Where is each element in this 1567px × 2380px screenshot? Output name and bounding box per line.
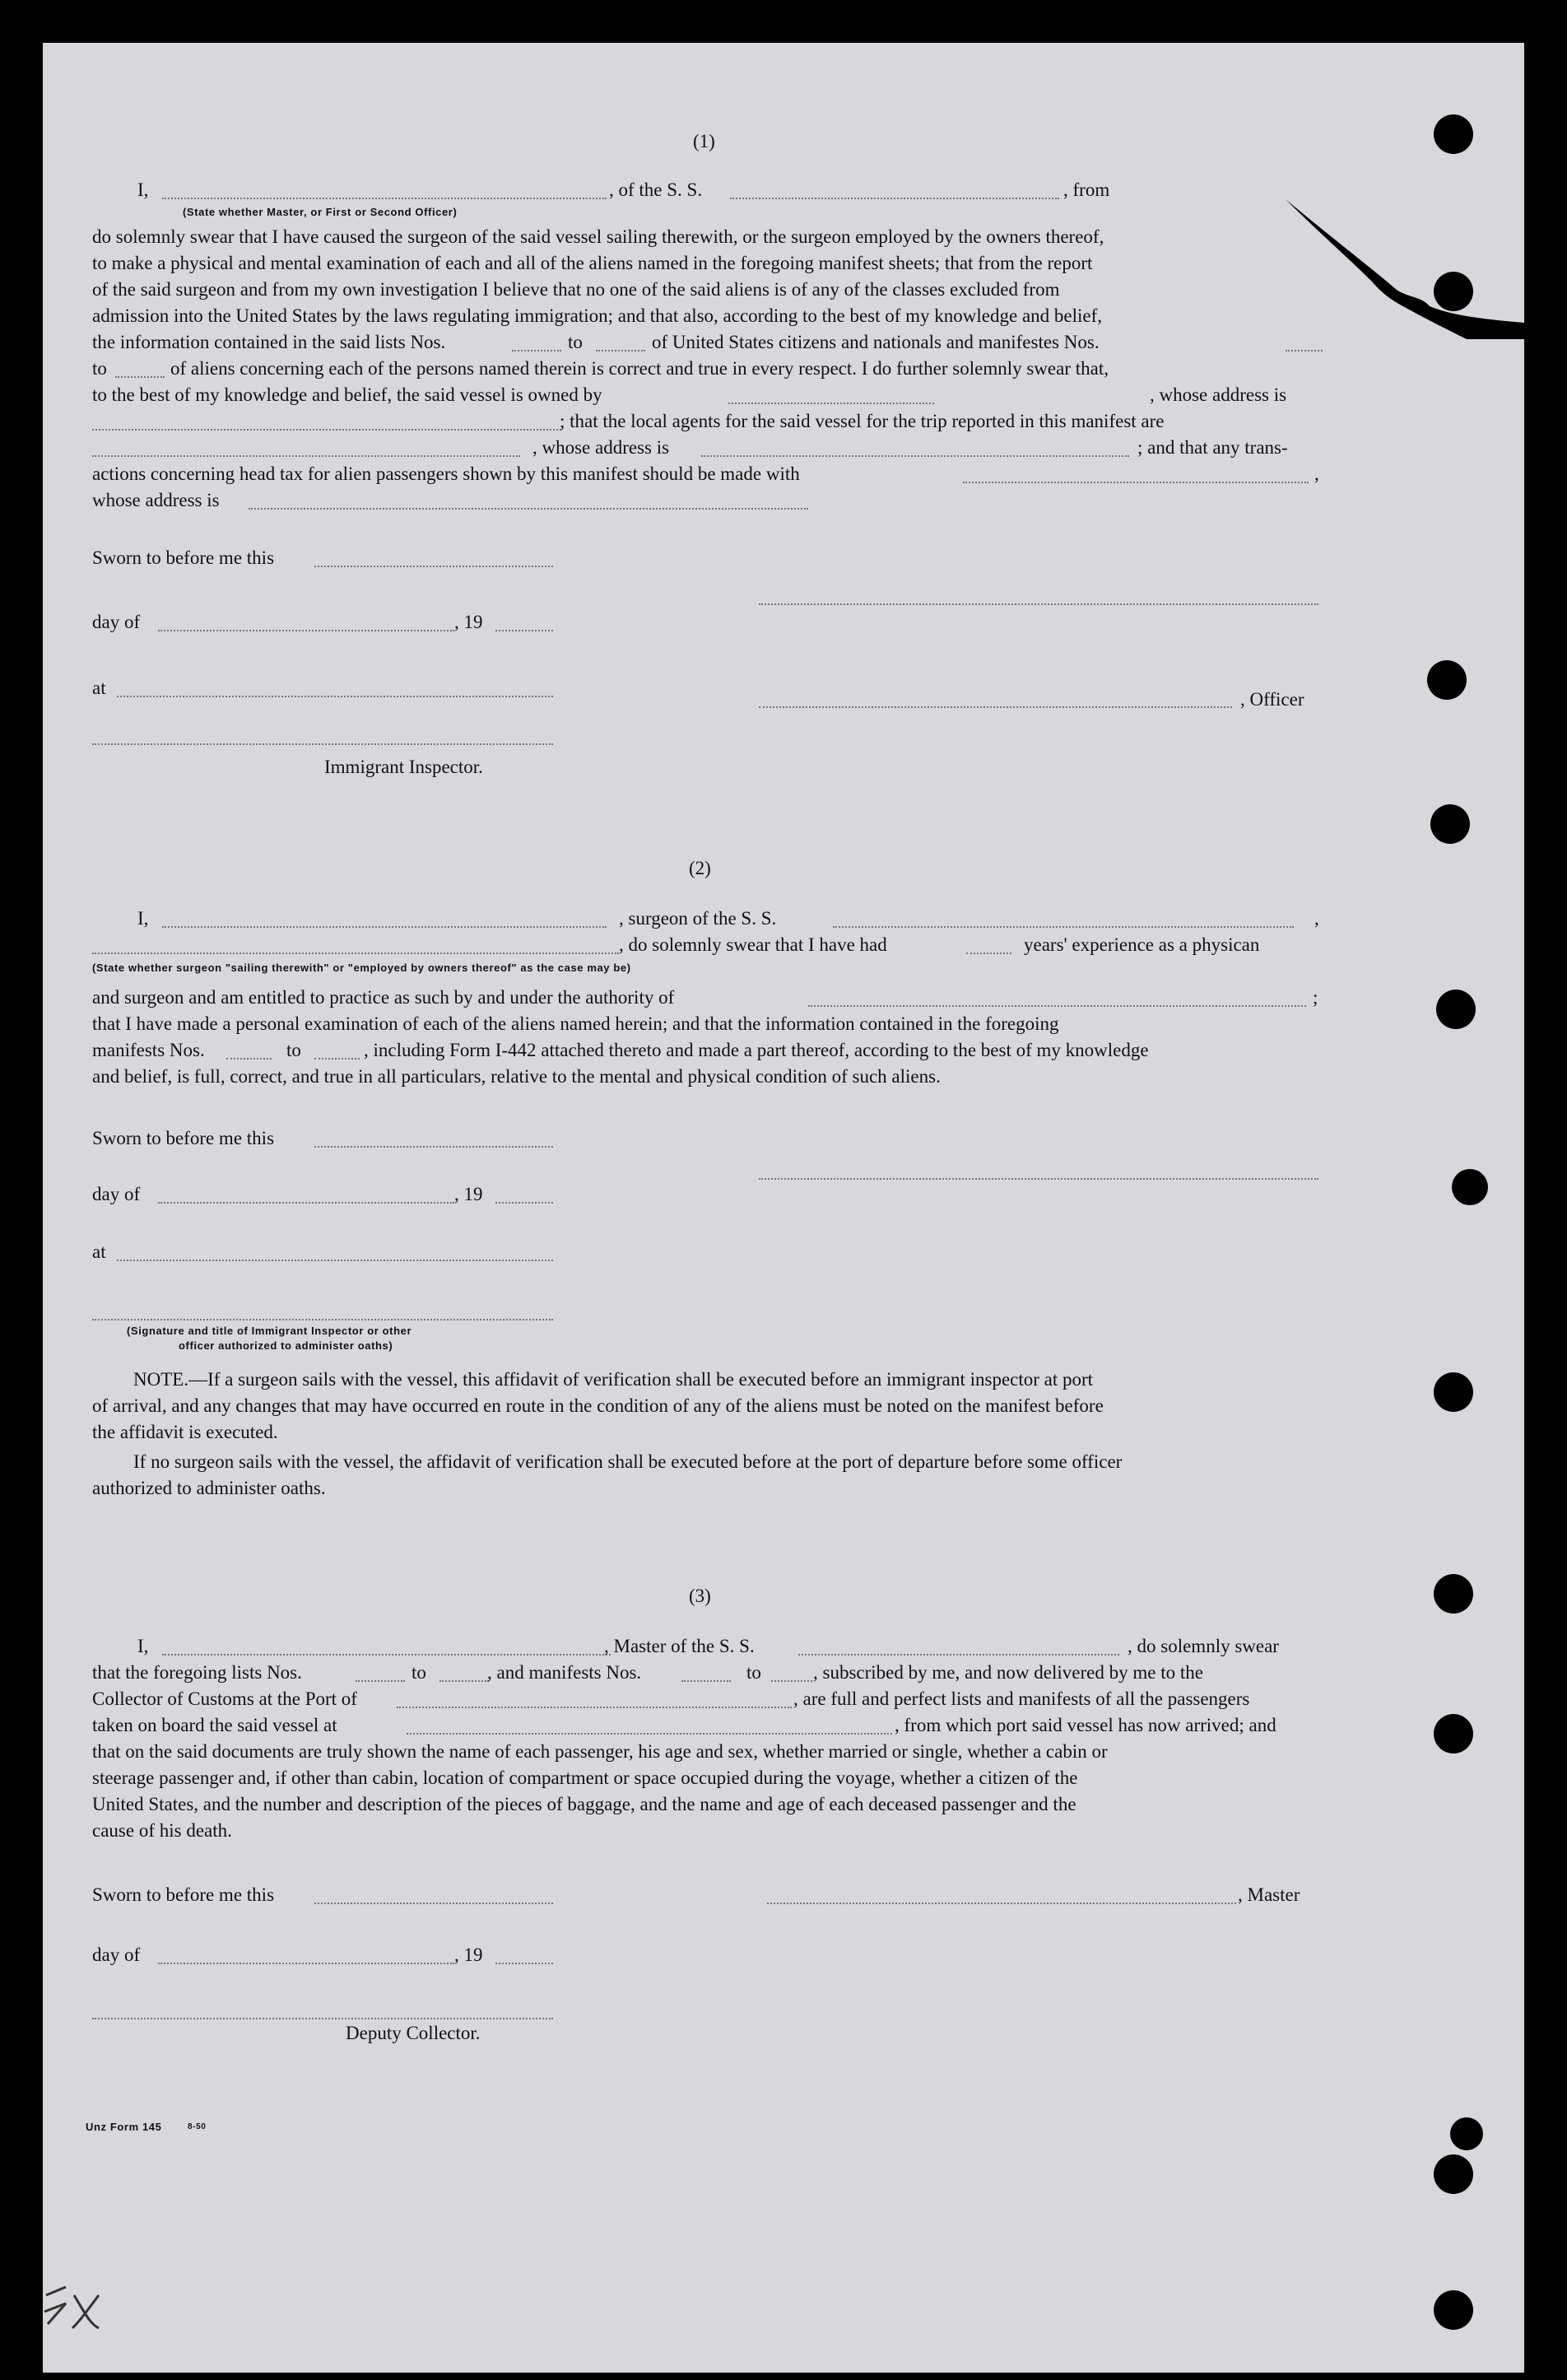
owner-address-line bbox=[92, 429, 561, 431]
officer-title-caption: (State whether Master, or First or Second Officer) bbox=[183, 206, 458, 218]
i-label: I, bbox=[137, 908, 149, 929]
semicolon: ; bbox=[1313, 987, 1318, 1008]
officer-title-line bbox=[162, 198, 607, 199]
do-swear-label: , do solemnly swear bbox=[1128, 1636, 1279, 1656]
manifest-affidavit-page bbox=[43, 43, 1524, 2373]
year-label: , 19 bbox=[454, 1945, 483, 1965]
manifests-from-line bbox=[1286, 350, 1323, 352]
section-2-number: (2) bbox=[689, 858, 711, 878]
officer-label: , Officer bbox=[1240, 689, 1304, 710]
at-line bbox=[117, 1260, 553, 1261]
deputy-sig-line bbox=[92, 2018, 553, 2019]
inspector-sig-line bbox=[92, 743, 553, 745]
sig-caption-1: (Signature and title of Immigrant Inspector or other bbox=[127, 1325, 412, 1337]
year-line bbox=[495, 1202, 553, 1204]
surgeon-name-line bbox=[162, 926, 607, 928]
year-line bbox=[495, 630, 553, 631]
lists-to-line bbox=[596, 350, 645, 352]
from-label: , from bbox=[1063, 179, 1110, 200]
to-label: to bbox=[412, 1662, 426, 1683]
and-manifests-label: , and manifests Nos. bbox=[487, 1662, 642, 1683]
at-label: at bbox=[92, 1241, 106, 1262]
years-label: years' experience as a physican bbox=[1024, 934, 1260, 955]
note-line-2: of arrival, and any changes that may have occurred en route in the condition of any of the aliens must be noted on the manifest before bbox=[92, 1395, 1104, 1416]
sec1-line-3: of the said surgeon and from my own investigation I believe that no one of the said aliens is of any of the classes excluded from bbox=[92, 279, 1060, 300]
to-2-label: to bbox=[746, 1662, 761, 1683]
port-line bbox=[397, 1707, 792, 1708]
whose-address-3-label: whose address is bbox=[92, 490, 220, 510]
years-line bbox=[966, 952, 1011, 954]
punch-hole bbox=[1427, 660, 1467, 700]
taken-on-board-label: taken on board the said vessel at bbox=[92, 1715, 337, 1735]
day-of-label: day of bbox=[92, 1184, 141, 1204]
note-line-5: authorized to administer oaths. bbox=[92, 1478, 326, 1498]
head-tax-label: actions concerning head tax for alien passengers shown by this manifest should be made with bbox=[92, 463, 800, 484]
manifests-to-line bbox=[771, 1680, 812, 1682]
sworn-day-line bbox=[314, 1903, 553, 1904]
comma: , bbox=[1314, 908, 1319, 929]
master-name-line bbox=[162, 1654, 611, 1656]
master-signature-line bbox=[767, 1903, 1236, 1904]
sig-caption-2: officer authorized to administer oaths) bbox=[179, 1339, 393, 1352]
i-label: I, bbox=[137, 179, 149, 200]
agents-address-line bbox=[701, 455, 1129, 457]
month-line bbox=[158, 1963, 454, 1964]
sec1-line-1: do solemnly swear that I have caused the surgeon of the said vessel sailing therewith, or the surgeon employed by the owners thereof, bbox=[92, 226, 1104, 247]
punch-hole bbox=[1450, 2117, 1483, 2150]
punch-hole bbox=[1434, 1574, 1473, 1614]
sec3-line-2: steerage passenger and, if other than cabin, location of compartment or space occupied during the voyage, whether a citizen of the bbox=[92, 1768, 1078, 1788]
comma: , bbox=[1314, 463, 1319, 484]
section-1-number: (1) bbox=[693, 131, 715, 151]
personal-exam-line: that I have made a personal examination of each of the aliens named herein; and that the information contained in the foregoing bbox=[92, 1013, 1059, 1034]
handwritten-mark bbox=[43, 2279, 107, 2336]
lists-to-line bbox=[439, 1680, 489, 1682]
head-tax-address-line bbox=[249, 508, 808, 510]
at-line bbox=[117, 696, 553, 697]
owner-line bbox=[728, 403, 934, 404]
subscribed-label: , subscribed by me, and now delivered by me to the bbox=[813, 1662, 1203, 1683]
sworn-label: Sworn to before me this bbox=[92, 547, 275, 568]
surgeon-signature-line bbox=[759, 1178, 1318, 1180]
year-line bbox=[495, 1963, 553, 1964]
day-of-label: day of bbox=[92, 612, 141, 632]
belief-line: and belief, is full, correct, and true in all particulars, relative to the mental and physical condition of such aliens. bbox=[92, 1066, 941, 1087]
manifests-to-line bbox=[115, 376, 165, 378]
form-code: 8-50 bbox=[188, 2122, 207, 2131]
section-3-number: (3) bbox=[689, 1586, 711, 1606]
citizens-label: of United States citizens and nationals and manifestes Nos. bbox=[652, 332, 1100, 352]
sworn-day-line bbox=[314, 1146, 553, 1148]
to-label: to bbox=[286, 1040, 301, 1060]
whose-address-2-label: , whose address is bbox=[532, 437, 670, 458]
year-label: , 19 bbox=[454, 612, 483, 632]
punch-hole bbox=[1434, 2154, 1473, 2194]
head-tax-line bbox=[963, 482, 1309, 483]
punch-hole bbox=[1430, 804, 1470, 844]
including-label: , including Form I-442 attached thereto and made a part thereof, according to the best of my knowledge bbox=[364, 1040, 1149, 1060]
lists-label: the information contained in the said lists Nos. bbox=[92, 332, 446, 352]
immigrant-inspector-label: Immigrant Inspector. bbox=[324, 757, 483, 777]
of-the-ss-label: , of the S. S. bbox=[609, 179, 703, 200]
at-label: at bbox=[92, 678, 106, 698]
full-lists-label: , are full and perfect lists and manifests of all the passengers bbox=[793, 1688, 1250, 1709]
master-ship-line bbox=[798, 1654, 1119, 1656]
sworn-label: Sworn to before me this bbox=[92, 1884, 275, 1905]
punch-hole bbox=[1452, 1169, 1488, 1205]
aliens-line: of aliens concerning each of the persons named therein is correct and true in every respect. I do further solemnly swear that, bbox=[170, 358, 1109, 379]
lists-to-label: to bbox=[568, 332, 583, 352]
sec3-line-1: that on the said documents are truly shown the name of each passenger, his age and sex, whether married or single, whether a cabin or bbox=[92, 1741, 1108, 1762]
year-label: , 19 bbox=[454, 1184, 483, 1204]
any-trans-label: ; and that any trans- bbox=[1137, 437, 1288, 458]
note-line-4: If no surgeon sails with the vessel, the affidavit of verification shall be executed before at the port of departure before some officer bbox=[133, 1451, 1123, 1472]
sworn-label: Sworn to before me this bbox=[92, 1128, 275, 1148]
owned-by-label: to the best of my knowledge and belief, the said vessel is owned by bbox=[92, 384, 602, 405]
manifests-label: manifests Nos. bbox=[92, 1040, 205, 1060]
do-swear-label: , do solemnly swear that I have had bbox=[619, 934, 887, 955]
i-label: I, bbox=[137, 1636, 149, 1656]
punch-hole bbox=[1434, 272, 1473, 311]
note-line-3: the affidavit is executed. bbox=[92, 1422, 278, 1442]
agents-line bbox=[92, 455, 520, 457]
foregoing-label: that the foregoing lists Nos. bbox=[92, 1662, 302, 1683]
form-number: Unz Form 145 bbox=[86, 2121, 162, 2133]
punch-hole bbox=[1434, 2290, 1473, 2330]
collector-label: Collector of Customs at the Port of bbox=[92, 1688, 357, 1709]
ship-name-line bbox=[730, 198, 1059, 199]
port-of-departure-line bbox=[407, 1733, 892, 1735]
surgeon-status-caption: (State whether surgeon "sailing therewith" or "employed by owners thereof" as the case may be) bbox=[92, 962, 631, 974]
manifest-to-line bbox=[314, 1058, 360, 1060]
surgeon-of-label: , surgeon of the S. S. bbox=[619, 908, 777, 929]
month-line bbox=[158, 630, 454, 631]
signature-line bbox=[759, 603, 1318, 605]
local-agents-label: ; that the local agents for the said vessel for the trip reported in this manifest are bbox=[560, 411, 1165, 431]
master-of-label: , Master of the S. S. bbox=[604, 1636, 755, 1656]
sec3-line-3: United States, and the number and description of the pieces of baggage, and the name and age of each deceased passenger and the bbox=[92, 1794, 1076, 1814]
inspector-sig-line bbox=[92, 1319, 553, 1320]
from-port-label: , from which port said vessel has now arrived; and bbox=[895, 1715, 1276, 1735]
surgeon-ship-line bbox=[833, 926, 1294, 928]
manifest-from-line bbox=[226, 1058, 272, 1060]
deputy-collector-label: Deputy Collector. bbox=[346, 2023, 481, 2043]
lists-from-line bbox=[512, 350, 561, 352]
master-label: , Master bbox=[1238, 1884, 1300, 1905]
note-line-1: NOTE.—If a surgeon sails with the vessel, this affidavit of verification shall be executed before an immigrant inspector at port bbox=[133, 1369, 1094, 1390]
sworn-day-line bbox=[314, 566, 553, 567]
punch-hole bbox=[1434, 1714, 1473, 1754]
punch-hole bbox=[1436, 990, 1476, 1029]
sec1-line-4: admission into the United States by the laws regulating immigration; and that also, according to the best of my knowledge and belief, bbox=[92, 305, 1103, 326]
authority-line bbox=[808, 1005, 1306, 1007]
manifests-from-line bbox=[681, 1680, 731, 1682]
day-of-label: day of bbox=[92, 1945, 141, 1965]
to-label: to bbox=[92, 358, 107, 379]
lists-from-line bbox=[356, 1680, 405, 1682]
officer-sig-line bbox=[759, 706, 1232, 708]
surgeon-status-line bbox=[92, 952, 619, 954]
sec1-line-2: to make a physical and mental examination of each and all of the aliens named in the foregoing manifest sheets; that from the report bbox=[92, 253, 1093, 273]
entitled-label: and surgeon and am entitled to practice as such by and under the authority of bbox=[92, 987, 675, 1008]
sec3-line-4: cause of his death. bbox=[92, 1820, 232, 1841]
punch-hole bbox=[1434, 1372, 1473, 1412]
punch-hole bbox=[1434, 114, 1473, 154]
whose-address-label: , whose address is bbox=[1150, 384, 1287, 405]
month-line bbox=[158, 1202, 454, 1204]
